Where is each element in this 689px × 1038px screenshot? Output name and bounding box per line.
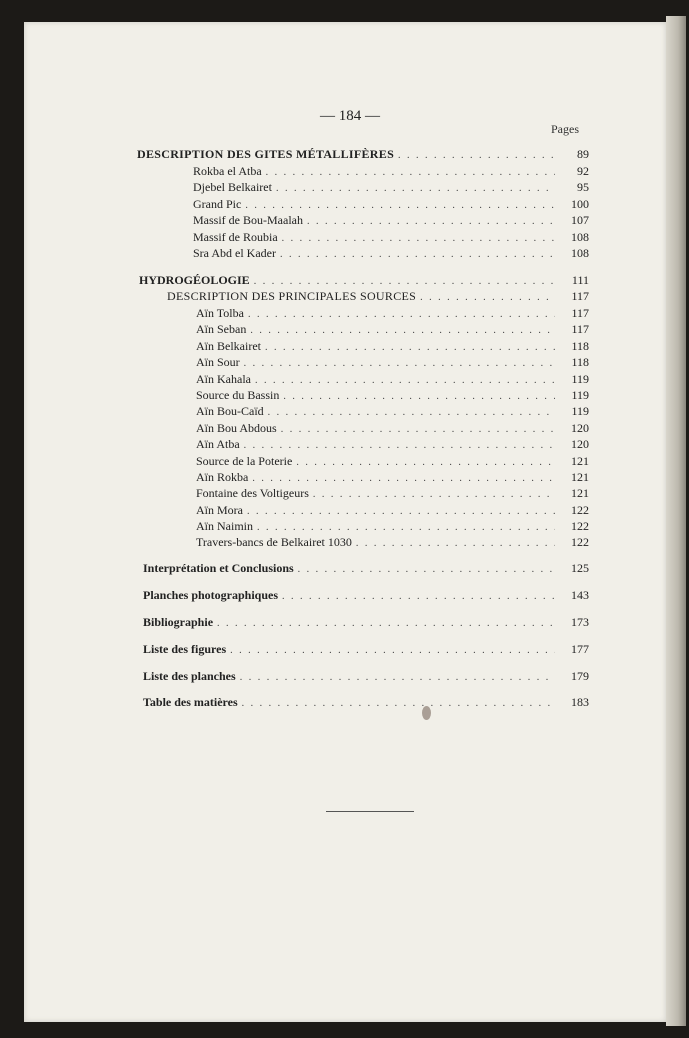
- dot-leader: [268, 405, 555, 421]
- toc-entry: [193, 179, 589, 197]
- toc-entry-label: Liste des figures: [143, 642, 227, 656]
- toc-entry-label: Interprétation et Conclusions: [143, 561, 294, 575]
- dot-leader: [356, 536, 555, 552]
- toc-entry: [143, 668, 589, 686]
- dot-leader: [250, 323, 555, 339]
- dot-leader: [240, 670, 555, 686]
- toc-entry-page: 120: [571, 421, 589, 435]
- toc-entry-label: Aïn Bou Abdous: [196, 421, 277, 435]
- toc-entry-label: Planches photographiques: [143, 588, 279, 602]
- toc-entry-label: Aïn Seban: [196, 322, 247, 336]
- toc-entry-page: 117: [571, 306, 589, 320]
- toc-entry-label: Table des matières: [143, 695, 238, 709]
- dot-leader: [398, 148, 555, 164]
- toc-entry-label: Source de la Poterie: [196, 454, 293, 468]
- toc-entry-label: Source du Bassin: [196, 388, 280, 402]
- dot-leader: [280, 247, 555, 263]
- toc-entry-label: HYDROGÉOLOGIE: [139, 273, 250, 287]
- pages-column-heading: Pages: [551, 122, 579, 136]
- dot-leader: [298, 562, 555, 578]
- toc-entry-page: 122: [571, 519, 589, 533]
- toc-entry-label: DESCRIPTION DES GITES MÉTALLIFÈRES: [137, 147, 395, 161]
- toc-entry-page: 107: [571, 213, 589, 227]
- toc-entry-label: Bibliographie: [143, 615, 214, 629]
- toc-entry: [193, 212, 589, 230]
- toc-entry-label: Fontaine des Voltigeurs: [196, 486, 309, 500]
- toc-entry-label: Aïn Mora: [196, 503, 243, 517]
- toc-entry-label: Aïn Kahala: [196, 372, 251, 386]
- toc-entry: [196, 436, 589, 454]
- toc-entry: [143, 694, 589, 712]
- toc-entry-page: 95: [577, 180, 589, 194]
- toc-entry-label: DESCRIPTION DES PRINCIPALES SOURCES: [167, 289, 417, 303]
- toc-entry-label: Rokba el Atba: [193, 164, 262, 178]
- toc-entry-label: Grand Pic: [193, 197, 242, 211]
- toc-entry: [196, 354, 589, 372]
- page-number: — 184 —: [320, 108, 380, 124]
- toc-entry-page: 108: [571, 230, 589, 244]
- toc-entry-label: Massif de Bou-Maalah: [193, 213, 303, 227]
- toc-entry: [143, 614, 589, 632]
- toc-entry: [143, 587, 589, 605]
- toc-entry-label: Aïn Sour: [196, 355, 240, 369]
- toc-entry: [193, 245, 589, 263]
- dot-leader: [242, 696, 555, 712]
- toc-entry-page: 92: [577, 164, 589, 178]
- toc-entry-label: Aïn Naimin: [196, 519, 253, 533]
- toc-entry-page: 117: [571, 289, 589, 303]
- toc-entry-page: 119: [571, 372, 589, 386]
- toc-entry-page: 119: [571, 404, 589, 418]
- dot-leader: [276, 181, 555, 197]
- toc-entry-page: 179: [571, 669, 589, 683]
- toc-entry-label: Aïn Tolba: [196, 306, 244, 320]
- toc-entry: [143, 560, 589, 578]
- toc-entry: [196, 403, 589, 421]
- toc-entry-page: 125: [571, 561, 589, 575]
- toc-entry-label: Aïn Belkairet: [196, 339, 261, 353]
- toc-entry-page: 100: [571, 197, 589, 211]
- toc-entry-page: 121: [571, 470, 589, 484]
- toc-entry-label: Djebel Belkairet: [193, 180, 272, 194]
- dot-leader: [282, 589, 555, 605]
- toc-entry-page: 143: [571, 588, 589, 602]
- toc-entry-page: 122: [571, 535, 589, 549]
- toc-entry-page: 183: [571, 695, 589, 709]
- dot-leader: [217, 616, 555, 632]
- toc-entry-label: Aïn Rokba: [196, 470, 249, 484]
- toc-entry: [196, 534, 589, 552]
- toc-entry-label: Massif de Roubia: [193, 230, 278, 244]
- toc-entry-page: 108: [571, 246, 589, 260]
- toc-entry-page: 121: [571, 486, 589, 500]
- dot-leader: [420, 290, 555, 306]
- toc-entry-page: 117: [571, 322, 589, 336]
- toc-entry-label: Liste des planches: [143, 669, 236, 683]
- closing-rule: [326, 811, 414, 812]
- toc-entry-page: 118: [571, 355, 589, 369]
- toc-entry-label: Aïn Atba: [196, 437, 240, 451]
- dot-leader: [230, 643, 555, 659]
- toc-entry: [196, 321, 589, 339]
- toc-entry-label: Sra Abd el Kader: [193, 246, 276, 260]
- toc-entry-page: 89: [577, 147, 589, 161]
- toc-entry-page: 111: [571, 273, 589, 287]
- ink-stain: [422, 706, 431, 720]
- dot-leader: [244, 438, 555, 454]
- toc-entry: [143, 641, 589, 659]
- toc-entry: [167, 288, 589, 306]
- toc-entry-page: 120: [571, 437, 589, 451]
- toc-entry-page: 173: [571, 615, 589, 629]
- toc-entry: [137, 146, 589, 164]
- toc-entry-page: 121: [571, 454, 589, 468]
- dot-leader: [313, 487, 555, 503]
- toc-entry-label: Aïn Bou-Caïd: [196, 404, 264, 418]
- toc-entry-page: 177: [571, 642, 589, 656]
- toc-entry-page: 122: [571, 503, 589, 517]
- toc-entry-label: Travers-bancs de Belkairet 1030: [196, 535, 352, 549]
- toc-entry-page: 118: [571, 339, 589, 353]
- toc-entry: [196, 485, 589, 503]
- toc-entry-page: 119: [571, 388, 589, 402]
- dot-leader: [244, 356, 555, 372]
- dot-leader: [307, 214, 555, 230]
